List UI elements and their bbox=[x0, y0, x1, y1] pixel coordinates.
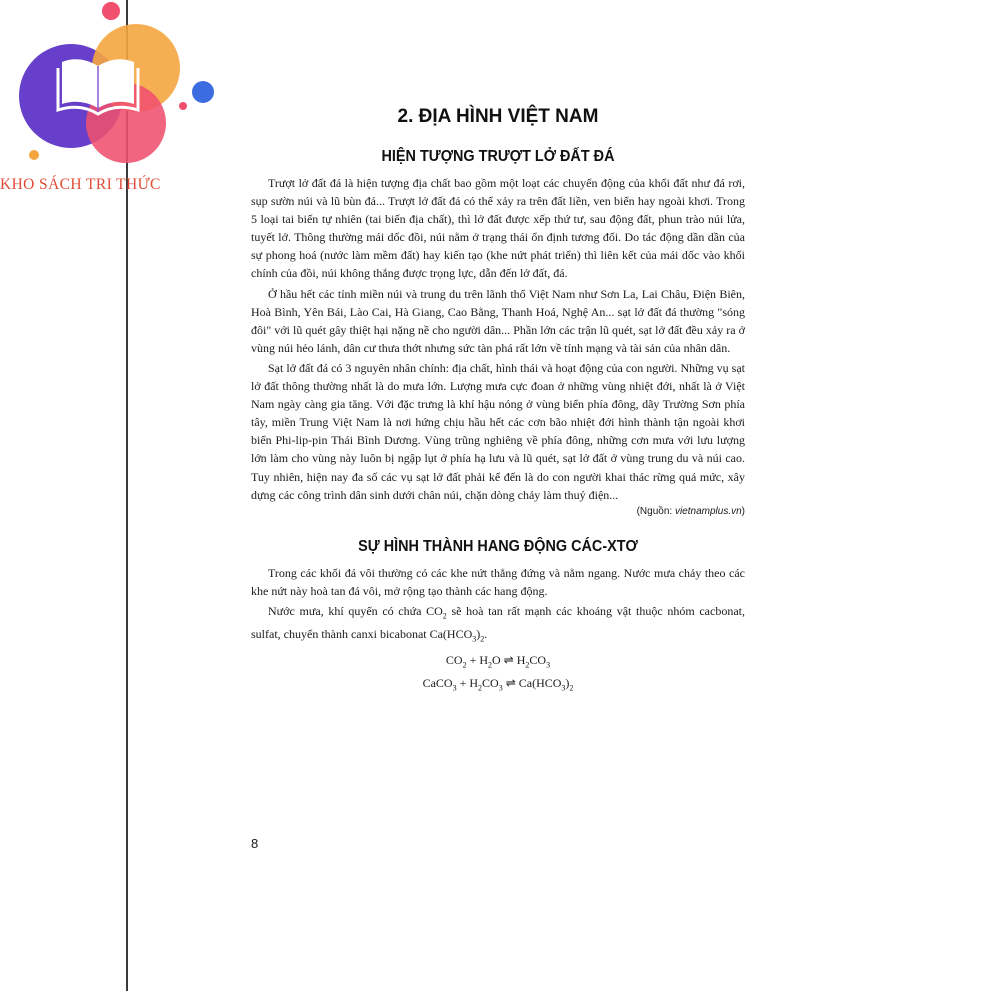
brand-name: KHO SÁCH TRI THỨC bbox=[0, 176, 161, 193]
formula-calcium-bicarbonate: CaCO$_3$ + $H_2CO_3$ ⇌ $Ca(HCO_3)_2$ bbox=[422, 676, 574, 693]
paragraph-co2: Nước mưa, khí quyển có chứa $CO_2$ sẽ hoà tan rất mạnh các khoáng vật thuộc nhóm cacbonat, sulfat, chuyển thành canxi bicabonat $Ca(HCO_3)_2$. bbox=[251, 603, 745, 644]
paragraph: Ở hầu hết các tỉnh miền núi và trung du trên lãnh thổ Việt Nam như Sơn La, Lai Châu, Điện Biên, Hoà Bình, Yên Bái, Lào Cai, Hà Giang, Cao Bằng, Thanh Hoá, Nghệ An... sạt lở đất đá thường "sóng đôi" với lũ quét gây thiệt hại nặng nề cho người dân... Phần lớn các trận lũ quét, sạt lở đất đều xảy ra ở vùng núi hẻo lánh, dân cư thưa thớt nhưng sức tàn phá rất lớn về tính mạng và tài sản của nhân dân. bbox=[251, 286, 745, 355]
source-suffix: ) bbox=[741, 505, 745, 517]
book-logo-icon bbox=[0, 0, 230, 200]
paragraph: Sạt lở đất đá có 3 nguyên nhân chính: địa chất, hình thái và hoạt động của con người. Những vụ sạt lở đất thông thường nhất là do mưa lớn. Lượng mưa cực đoan ở những vùng nhiệt đới, nhất là ở Việt Nam ngày càng gia tăng. Với đặc trưng là khí hậu nóng ở vùng biển phía đông, dãy Trường Sơn phía tây, miền Trung Việt Nam là nơi hứng chịu hầu hết các cơn bão nhiệt đới hình thành tận ngoài khơi biển Phi-lip-pin Thái Bình Dương. Vùng trũng nghiêng về phía đông, những cơn mưa với lưu lượng lớn làm cho vùng này luôn bị ngập lụt ở phía hạ lưu và lũ quét, sạt lở đất ở vùng trung du và núi cao. Tuy nhiên, hiện nay đa số các vụ sạt lở đất phải kể đến là do con người khai thác rừng quá mức, xây dựng các công trình dân sinh dưới chân núi, chặn dòng chảy làm thuỷ điện... bbox=[251, 360, 745, 502]
paragraph: Trong các khối đá vôi thường có các khe nứt thẳng đứng và nằm ngang. Nước mưa chảy theo các khe nứt này hoà tan đá vôi, mở rộng tạo thành các hang động. bbox=[251, 565, 745, 598]
page-number: 8 bbox=[251, 836, 259, 851]
source-citation bbox=[251, 506, 745, 517]
section-title: 2. ĐỊA HÌNH VIỆT NAM bbox=[397, 106, 599, 127]
source-site: vietnamplus.vn bbox=[674, 505, 742, 517]
formula-carbonic-acid: $CO_2 + H_2O$ ⇌ $H_2CO_3$ bbox=[445, 652, 551, 670]
article-title-landslide: HIỆN TƯỢNG TRƯỢT LỞ ĐẤT ĐÁ bbox=[381, 148, 615, 165]
brand-logo bbox=[0, 0, 230, 200]
paragraph: Trượt lở đất đá là hiện tượng địa chất bao gồm một loạt các chuyển động của khối đất như đá rơi, sụp sườn núi và lũ bùn đá... Trượt lở đất đá có thể xảy ra trên đất liền, ven biển hay ngoài khơi. Trong 5 loại tai biến tự nhiên (tai biến địa chất), thì lở đất được xếp thứ tư, sau động đất, phun trào núi lửa, tuyết lở. Thông thường mái dốc đồi, núi nằm ở trạng thái ổn định tương đối. Do tác động dần dần của sự phong hoá (nước làm mềm đất) hay kiến tạo (khe nứt phát triển) thì liên kết của mái dốc vào khối chính của đồi, núi không thắng được trọng lực, dẫn đến lở đất, đá. bbox=[251, 176, 745, 281]
source-prefix: (Nguồn: bbox=[636, 505, 675, 517]
article-title-karst: SỰ HÌNH THÀNH HANG ĐỘNG CÁC-XTƠ bbox=[358, 537, 638, 555]
page-content bbox=[251, 100, 745, 698]
